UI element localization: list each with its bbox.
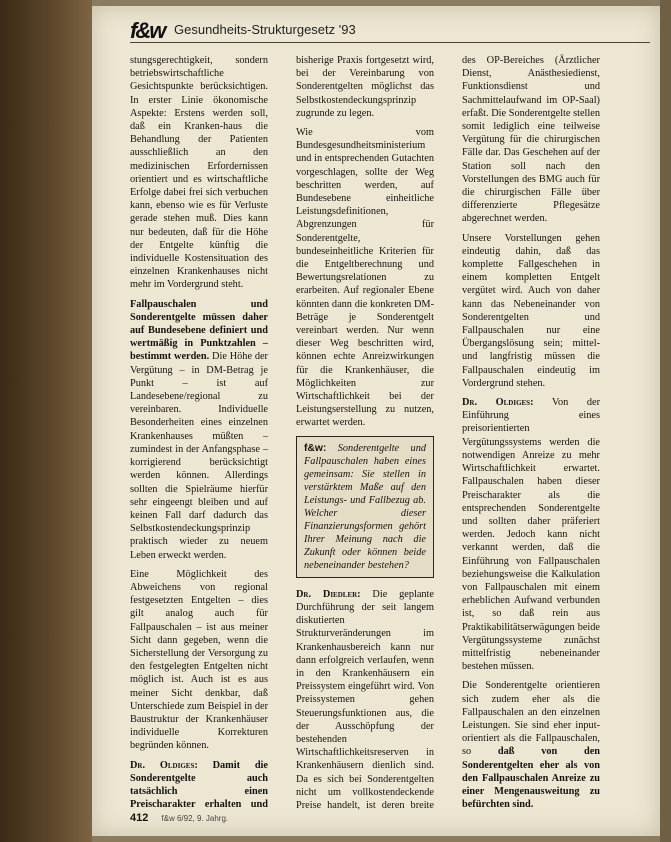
paragraph-text: Die Höhe der Vergütung – in DM-Betrag je Punkt – ist auf Landesebene/regional zu vereinbaren. Individuelle Besonderheiten eines einzelnen Krankenhauses müßten – zumindest in der Anfangsphase – korrigierend berücksichtigt werden können. Allerdings sollten die Spielräume hierfür sehr eingeengt bleiben und auf keinen Fall darf dadurch das Selbstkostendeckungsprinzip praktisch wieder zu neuem Leben erweckt werden.: [130, 351, 268, 561]
paragraph: stungsgerechtigkeit, sondern betriebswirtschaftliche Gesichtspunkte berücksichtigen. In erster Linie ökonomische Aspekte: Erstens werden soll, daß ein Kranken-haus die Behandlung der Patienten ausschließlich an den medizinischen Erfordernissen orientiert und es wirtschaftliche Erfolge dabei frei sich verbuchen kann, ebenso wie es für Verluste gerade stehen muß. Dies kann nur bedeuten, daß für die Höhe der Entgelte künftig die individuelle Kostensituation des einzelnen Krankenhauses nicht mehr im Vordergrund steht.: [130, 55, 268, 291]
column-2: [296, 54, 434, 812]
paragraph: Eine Möglichkeit des Abweichens von regional festgesetzten Entgelten – dies gilt analog auch für Fallpauschalen – ist aus meiner Sicht dann gegeben, wenn die Sicherstellung der Versorgung zu den festgelegten Entgelten nicht möglich ist. Auch ist es aus meiner Sicht denkbar, daß Unterschiede zum Beispiel in der Baustruktur der Krankenhäuser individuelle Korrekturen begründen können.: [130, 568, 268, 752]
column-1: [130, 54, 268, 812]
bold-statement: daß von den Sonderentgelten eher als von den Fallpauschalen Anreize zu einer Mengenausweitung zu befürchten sind.: [462, 746, 600, 811]
speaker-name: Dr. Diedler:: [296, 588, 361, 600]
question-text: Sonderentgelte und Fallpauschalen haben eines gemeinsam: Sie stellen in verstärktem Maße auf den Leistungs- und Fallbezug ab. Welcher dieser Finanzierungsformen gehört Ihrer Meinung nach die Zukunft oder können beide nebeneinander bestehen?: [304, 442, 427, 571]
paragraph: [296, 588, 434, 812]
magazine-page: [92, 6, 660, 836]
issue-info: f&w 6/92, 9. Jahrg.: [161, 814, 229, 823]
paragraph: des OP-Bereiches (Ärztlicher Dienst, Anästhesiedienst, Funktionsdienst und Sachmittelaufwand im OP-Saal) erfaßt. Die Sonderentgelte stellen somit lediglich eine teilweise Vergütung für die chirurgischen Fälle dar. Das Geschehen auf der Station soll nach den Vorstellungen des BMG auch für die chirurgischen Fälle über differenzierte Pflegesätze abgerechnet werden.: [462, 55, 600, 225]
question-tag: f&w:: [304, 442, 327, 454]
paragraph: Unsere Vorstellungen gehen eindeutig dahin, daß das komplette Fallgeschehen in einem kompletten Entgelt vergütet wird. Auch von daher kann das Nebeneinander von Sonderentgelten und Fallpauschalen nur eine Übergangslösung sein; mittel- und langfristig müssen die Fallpauschalen eindeutig im Vordergrund stehen.: [462, 232, 600, 389]
speaker-name: Dr. Oldiges:: [462, 397, 534, 409]
interview-question-box: [296, 436, 434, 578]
book-spine: [0, 0, 92, 842]
magazine-logo: f&w: [130, 18, 165, 43]
paragraph-text: Die geplante Durchführung der seit langem diskutierten Strukturveränderungen im Krankenhausbereich kann nur dann erfolgreich verlaufen, wenn in den Krankenhäusern ein Preissystem eingeführt wird. Von Preissystemen gehen Steuerungsfunktionen aus, die der Ausschöpfung der bestehenden Wirtschaftlichkeitsreserven in Krankenhäusern dienlich sind. Da es sich bei Sonderentgelten nicht um vollkostendeckende Preise handelt, ist deren breite: [296, 588, 434, 811]
bold-statement: Damit die Sonderentgelte auch tatsächlich einen Preischarakter erhalten und: [130, 759, 268, 811]
bold-statement: Fallpauschalen und Sonderentgelte müssen daher auf Bundesebene definiert und wertmäßig in Punktzahlen – bestimmt werden.: [130, 298, 268, 363]
page-header: [130, 18, 650, 43]
page-number: 412: [130, 812, 149, 824]
speaker-name: Dr. Oldiges:: [130, 759, 198, 771]
running-title: Gesundheits-Strukturgesetz '93: [174, 22, 356, 37]
paragraph: Wie vom Bundesgesundheitsministerium und in entsprechenden Gutachten vorgeschlagen, sollte der Weg beschritten werden, auf Bundesebene einheitliche Leistungsdefinitionen, Abgrenzungen für Sonderentgelte, bundeseinheitliche Kriterien für die Entgeltberechnung und Bewertungsrelationen zu erarbeiten. Auf regionaler Ebene könnten dann die konkreten DM-Beträge je Sonderentgelt vereinbart werden. Nur wenn dieser Weg beschritten wird, können echte Anreizwirkungen für die Krankenhäuser, die Möglichkeiten zur Wirtschaftlichkeit bei der Leistungserstellung zu nutzen, erwartet werden.: [296, 127, 434, 429]
paragraph-text: Von der Einführung eines preisorientierten Vergütungssystems werden die notwendigen Anreize zu mehr Wirtschaftlichkeit erwartet. Fallpauschalen haben dieser Preischarakter als die entsprechenden Sonderentgelte und sollten daher präferiert werden. Jedoch kann nicht verkannt werden, daß die Einführung von Fallpauschalen beziehungsweise die Kalkulation von Fallpauschalen mit einem erheblichen Aufwand verbunden ist, so daß rein aus Praktikabilitätserwägungen beide Vergütungssysteme zunächst mittelfristig nebeneinander bestehen müssen.: [462, 397, 600, 673]
paragraph: [130, 298, 268, 562]
paragraph: [130, 759, 268, 812]
paragraph-text: Die Sonderentgelte orientieren sich zudem eher als die Fallpauschalen an den einzelnen Leistungen. Sie sind eher input-orientiert als die Fallpauschalen, so: [462, 680, 600, 758]
page-footer: [130, 812, 630, 828]
column-3: [462, 54, 600, 812]
paragraph: [462, 396, 600, 673]
paragraph: [462, 679, 600, 811]
paragraph: bisherige Praxis fortgesetzt wird, bei der Vereinbarung von Sonderentgelten möglichst das Selbstkostendeckungsprinzip zugrunde zu legen.: [296, 55, 434, 119]
page-edge: [660, 0, 671, 842]
